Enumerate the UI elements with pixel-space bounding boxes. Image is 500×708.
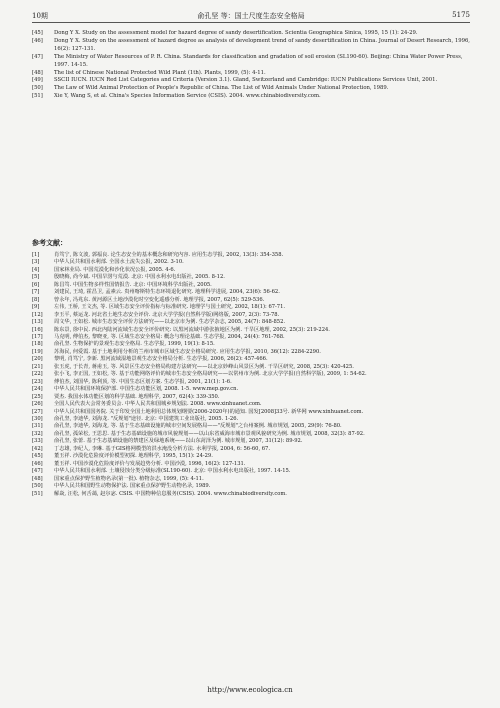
reference-item <box>32 30 470 38</box>
reference-number: [30] <box>32 415 43 422</box>
reference-number: [45] <box>32 30 43 36</box>
reference-number: [12] <box>32 311 43 318</box>
reference-number: [5] <box>32 274 40 281</box>
reference-number: [48] <box>32 475 43 482</box>
reference-text: 董玉祥. 中国沙漠化危险度评价与发展趋势分析. 中国沙漠, 1996, 16(2): 127-131. <box>54 460 246 467</box>
reference-number: [45] <box>32 453 43 460</box>
reference-text: 周文华, 王如松. 城市生态安全评价方法研究——以北京市为例. 生态学杂志, 2005, 24(7): 848-852. <box>54 319 286 326</box>
reference-item <box>32 77 470 85</box>
reference-number: [51] <box>32 93 43 100</box>
reference-number: [50] <box>32 85 43 92</box>
reference-number: [46] <box>32 460 43 467</box>
reference-item <box>32 483 470 490</box>
reference-text: The list of Chinese National Protected Wild Plant (1th). Plants, 1999, (5): 4-11. <box>54 69 266 76</box>
reference-text: The Law of Wild Animal Protection of People's Republic of China. The List of Wild Animals Under National Protection, 1989. <box>54 85 389 92</box>
reference-text: 俞孔坚, 李迪华, 刘海龙, 等. 基于生态基础设施的城市空间发展格局——"反规划"之台州案例. 城市规划, 2005, 29(9): 76-80. <box>54 423 342 430</box>
reference-number: [48] <box>32 69 43 76</box>
reference-item <box>32 409 470 416</box>
reference-item <box>32 312 470 319</box>
reference-text: 陈东景, 徐中民. 西北内陆河流域生态安全评价研究: 以黑河流域中游张掖地区为例. 干旱区地理, 2002, 25(3): 219-224. <box>54 326 330 333</box>
reference-text: 董玉祥. 沙漠化危险度评价模型初探. 地理科学, 1995, 15(1): 24-29. <box>54 453 213 460</box>
reference-number: [26] <box>32 401 43 408</box>
reference-item <box>32 38 470 54</box>
reference-item <box>32 54 470 70</box>
reference-text: 俞孔坚, 李迪华, 刘海龙. "反规划"途径. 北京: 中国建筑工业出版社, 2005. 1-26. <box>54 415 239 422</box>
reference-number: [6] <box>32 281 40 288</box>
reference-number: [8] <box>32 296 40 303</box>
reference-text: 国家重点保护野生植物名录(第一批). 植物杂志, 1999, (5): 4-11. <box>54 475 204 482</box>
reference-number: [50] <box>32 483 43 490</box>
reference-text: 李玉平, 蔡运龙. 河北省土地生态安全评价. 北京大学学报(自然科学版)网络版, 2007, 2(3): 73-78. <box>54 311 280 318</box>
running-header <box>32 8 470 23</box>
reference-item <box>32 327 470 334</box>
reference-item <box>32 93 470 101</box>
reference-text: 殷晓梅, 尚今斌. 中国旱涝与荒漠. 北京: 中国水利水电出版社, 2005. 8-12. <box>54 274 225 281</box>
reference-number: [49] <box>32 77 43 84</box>
reference-text: 黎明, 肖笃宁, 李新. 黑河流域湿地景观生态安全格局分析. 生态学报, 2006, 26(2): 457-466. <box>54 356 268 363</box>
reference-text: 解焱, 汪松, 何舌蔼, 赵尔宓. CSIS. 中国物种信息服务(CSIS). 2004. www.chinabiodiversity.com. <box>54 490 287 497</box>
reference-number: [47] <box>32 468 43 475</box>
reference-number: [9] <box>32 304 40 311</box>
reference-text: 丁志雄, 李纪人, 李琳. 基于GIS格网模型的洪水淹没分析方法. 水利学报, 2004, 6: 56-60, 67. <box>54 445 270 452</box>
reference-text: 马克明, 傅伯杰, 黎晓亚, 等. 区域生态安全格局: 概念与理论基础. 生态学报, 2004, 24(4): 761-768. <box>54 333 285 340</box>
reference-number: [13] <box>32 319 43 326</box>
reference-text: Xie Y, Wang S, et al. China's Species Information Service (CSIS). 2004. www.chinabiodiversity.com. <box>54 93 321 100</box>
reference-number: [1] <box>32 252 40 258</box>
reference-item <box>32 468 470 475</box>
reference-item <box>32 453 470 460</box>
reference-number: [33] <box>32 438 43 445</box>
reference-number: [3] <box>32 259 40 266</box>
reference-item <box>32 476 470 483</box>
reference-number: [21] <box>32 363 43 370</box>
reference-item <box>32 304 470 311</box>
reference-item <box>32 341 470 348</box>
reference-text: 张小飞, 李正国, 王如松, 等. 基于功能网络评价的城市生态安全格局研究——以常州市为例. 北京大学学报(自然科学版), 2009, 1: 54-62. <box>54 371 367 378</box>
reference-text: 肖笃宁, 陈文波, 郭福良. 论生态安全的基本概念和研究内容. 应用生态学报, 2002, 13(3): 354-358. <box>54 252 284 258</box>
reference-item <box>32 356 470 363</box>
reference-text: 中华人民共和国水利部. 土壤侵蚀分类分级标准(SL190-60). 北京: 中国水利水电出版社, 1997. 14-15. <box>54 468 291 475</box>
reference-item <box>32 289 470 296</box>
reference-text: 中华人民共和国国务院. 关于印发全国土地利用总体规划纲要(2006-2020年)的通知. 国发[2008]33号. 新华网 www.xinhuanet.com. <box>54 408 364 415</box>
reference-text: 傅伯杰, 刘国华, 陈利顶, 等. 中国生态区划方案. 生态学报, 2001, 21(1): 1-6. <box>54 378 232 385</box>
reference-text: 国家林业局. 中国荒漠化和沙化状况公报, 2005. 4-6. <box>54 266 176 273</box>
reference-number: [7] <box>32 289 40 296</box>
reference-number: [16] <box>32 326 43 333</box>
reference-number: [23] <box>32 378 43 385</box>
chinese-references <box>32 252 470 498</box>
reference-number: [18] <box>32 341 43 348</box>
reference-text: SSCII IUCN. IUCN Red List Categories and Criteria (Version 3.1). Gland, Switzerland and Cambridge: IUCN Publications Services Unit, 2001. <box>54 77 438 84</box>
reference-item <box>32 491 470 498</box>
reference-text: 陈昌笃. 中国生物多样性国情报告. 北京: 中国环境科学出版社, 2005. <box>54 281 212 288</box>
reference-number: [27] <box>32 408 43 415</box>
reference-number: [46] <box>32 37 43 44</box>
reference-text: 俞孔坚, 张蕾. 基于生态基础设施的禁建区及绿地系统——以山东菏泽为例. 城市规划, 2007, 31(12): 89-92. <box>54 438 303 445</box>
reference-text: 俞孔坚, 孤荣松, 王思思. 基于生态基础设施的城市风貌规划——以山东省威海市城市景观风貌研究为例. 城市规划, 2008, 32(3): 87-92. <box>54 430 365 437</box>
reference-text: 俞孔坚. 生物保护的景观生态安全格局. 生态学报, 1999, 19(1): 8-15. <box>54 341 215 348</box>
reference-text: 苏海民, 何爱霞. 基于土地利用分析的兰州市城市区域生态安全格局研究. 应用生态学报, 2010, 36(12): 2284-2290. <box>54 348 321 355</box>
reference-text: 左伟, 王桥, 王文杰, 等. 区域生态安全评价指标与标准研究. 地理学与国土研究, 2002, 18(1): 67-71. <box>54 304 286 311</box>
reference-text: The Ministry of Water Resources of P. R. China. Standards for classification and gradation of soil erosion (SL190-60). Beijing: China Water Power Press, 1997. 14-15. <box>54 53 463 68</box>
reference-text: 中华人民共和国环境保护部. 中国生态功能区划, 2008. 1-5. www.mep.gov.cn. <box>54 386 239 393</box>
reference-text: 中华人民共和国野生动物保护法. 国家重点保护野生动物名录, 1989. <box>54 483 211 490</box>
reference-number: [32] <box>32 430 43 437</box>
reference-number: [42] <box>32 445 43 452</box>
reference-item <box>32 394 470 401</box>
footer-url: http://www.ecologica.cn <box>207 686 293 694</box>
reference-item <box>32 401 470 408</box>
reference-text: 全国人民代表大会常务委员会. 中华人民共和国城乡规划法. 2008. www.xinhuanet.com. <box>54 401 262 408</box>
running-title: 俞孔坚 等：国土尺度生态安全格局 <box>197 12 305 20</box>
reference-number: [25] <box>32 393 43 400</box>
reference-text: 张玉虎, 于长青, 蒋甫玉, 等. 风景区生态安全格局构建方法研究——以北京妙峰山风景区为例. 干旱区研究, 2008, 25(3): 420-425. <box>54 363 354 370</box>
reference-number: [19] <box>32 348 43 355</box>
reference-item <box>32 423 470 430</box>
reference-item <box>32 319 470 326</box>
reference-item <box>32 438 470 445</box>
reference-text: 刘建民, 王琦, 霍昌卫, 孟素云. 贵州喀斯特生态环境退化研究. 地理科学进展, 2004, 23(6): 56-62. <box>54 289 280 296</box>
reference-text: Dong Y X. Study on the assessment of hazard degree as analysis of development trend of sandy desertification in China. Journal of Desert Research, 1996, 16(2): 127-131. <box>54 37 470 52</box>
reference-item <box>32 386 470 393</box>
reference-text: 中华人民共和国水利部. 全国水土流失公报, 2002. 3-10. <box>54 259 184 266</box>
reference-number: [31] <box>32 423 43 430</box>
reference-text: 曾永年, 冯兆东. 黄河源区土地沙漠化时空变化遥感分析. 地理学报, 2007, 62(5): 529-536. <box>54 296 265 303</box>
issue-number: 10期 <box>32 12 48 20</box>
reference-item <box>32 371 470 378</box>
reference-item <box>32 259 470 266</box>
reference-text: 贾杰. 我国水体功能区划的科学基础. 地理科学, 2007, 62(4): 339-350. <box>54 393 220 400</box>
reference-number: [17] <box>32 333 43 340</box>
reference-item <box>32 274 470 281</box>
reference-number: [22] <box>32 371 43 378</box>
page-number: 5175 <box>452 11 470 19</box>
reference-number: [4] <box>32 266 40 273</box>
reference-number: [47] <box>32 53 43 60</box>
references-heading: 参考文献： <box>32 239 67 247</box>
reference-number: [20] <box>32 356 43 363</box>
reference-text: Dong Y X. Study on the assessment model for hazard degree of sandy desertification. Scientia Geographica Sinica, 1995, 15 (1): 24-29. <box>54 30 418 36</box>
reference-number: [24] <box>32 386 43 393</box>
english-references <box>32 30 470 101</box>
reference-number: [51] <box>32 490 43 497</box>
